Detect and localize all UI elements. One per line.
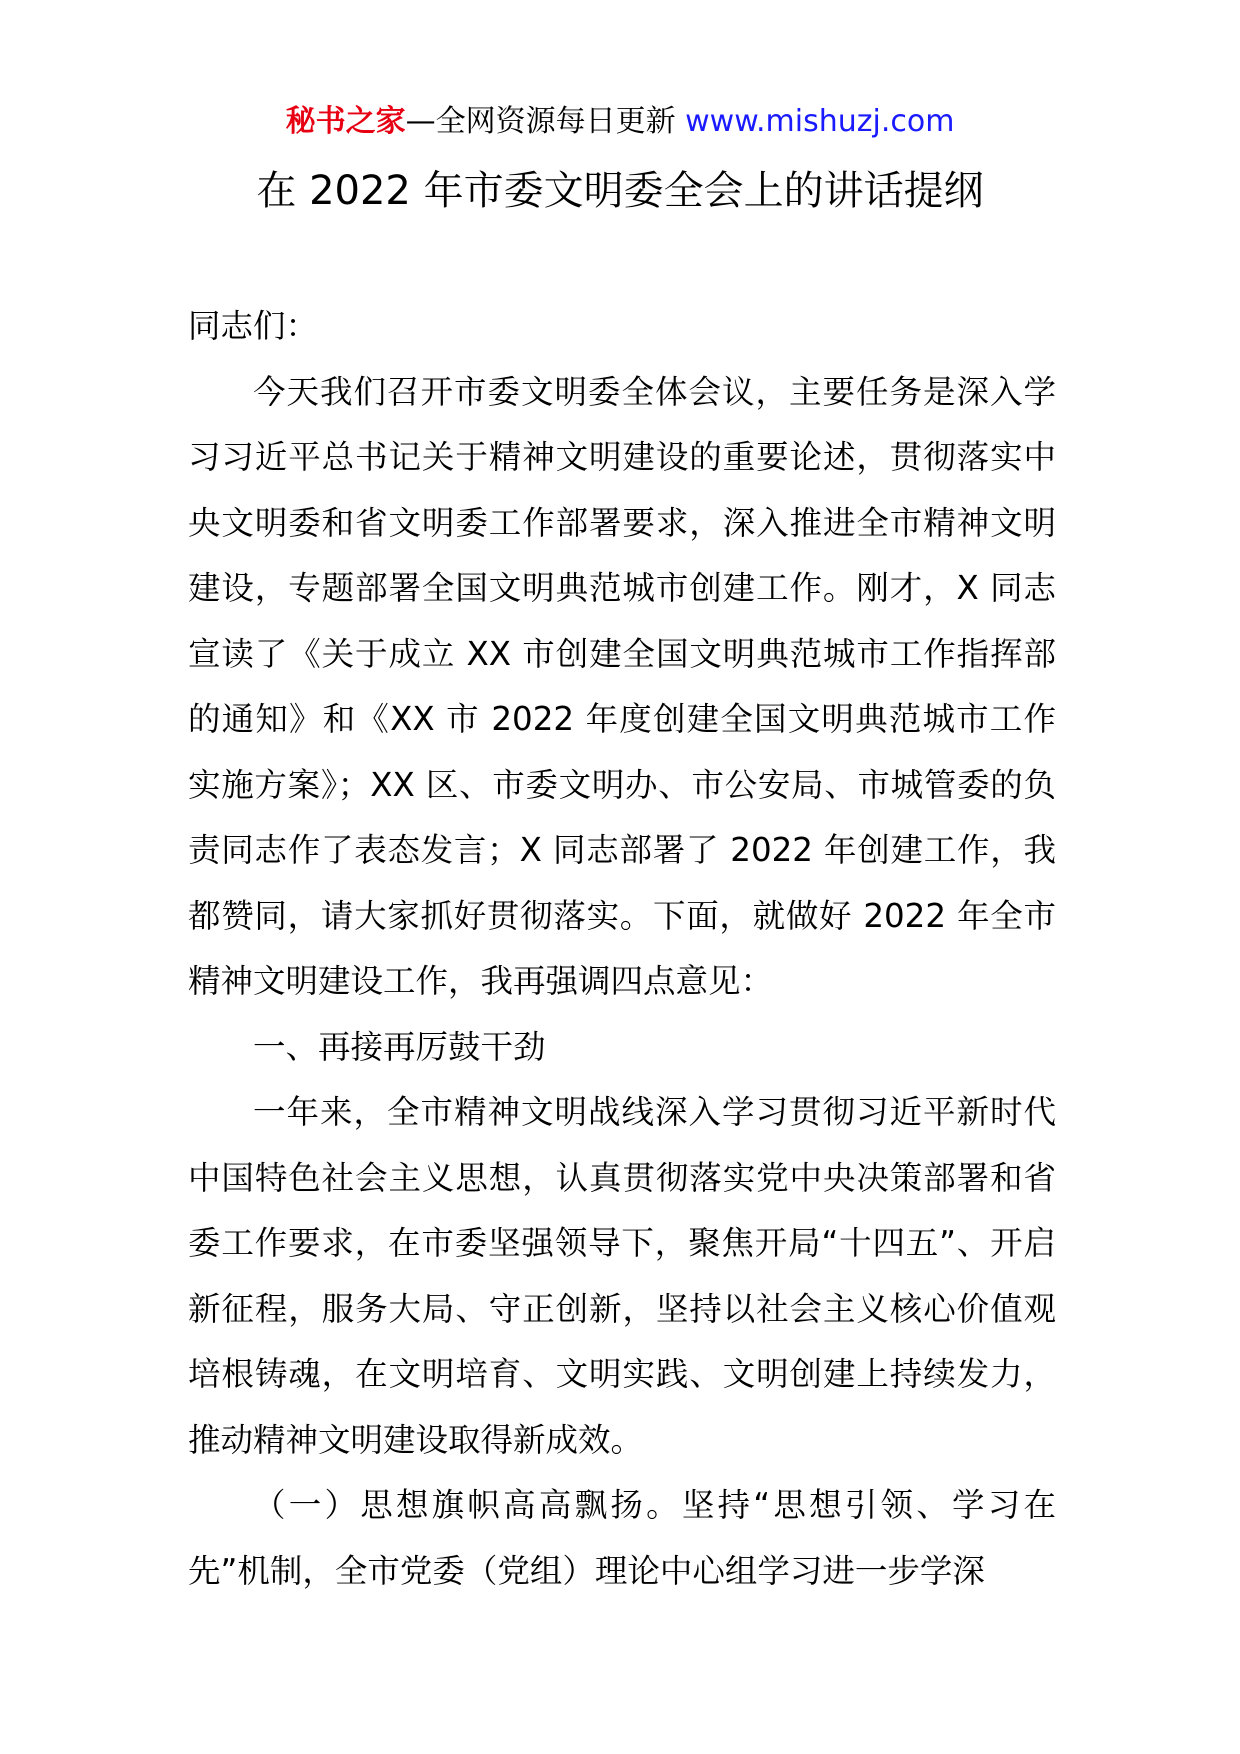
site-brand: 秘书之家 — [285, 104, 406, 139]
salutation: 同志们： — [188, 307, 319, 345]
section-heading-1: 一、再接再厉鼓干劲 — [253, 1027, 546, 1066]
paragraph-intro: 今天我们召开市委文明委全体会议，主要任务是深入学习习近平总书记关于精神文明建设的重要论述，贯彻落实中央文明委和省文明委工作部署要求，深入推进全市精神文明建设，专题部署全国文明典范城市创建工作。刚才，X 同志宣读了《关于成立 XX 市创建全国文明典范城市工作指挥部的通知》和《XX 市 2022 年度创建全国文明典范城市工作实施方案》；XX 区、市委文明办、市公安局、市城管委的负责同志作了表态发言；X 同志部署了 2022 年创建工作，我都赞同，请大家抓好贯彻落实。下面，就做好 2022 年全市精神文明建设工作，我再强调四点意见： — [188, 372, 1056, 1000]
document-title: 在 2022 年市委文明委全会上的讲话提纲 — [256, 168, 984, 214]
paragraph-review: 一年来，全市精神文明战线深入学习贯彻习近平新时代中国特色社会主义思想，认真贯彻落实党中央决策部署和省委工作要求，在市委坚强领导下，聚焦开局“十四五”、开启新征程，服务大局、守正创新，坚持以社会主义核心价值观培根铸魂，在文明培育、文明实践、文明创建上持续发力，推动精神文明建设取得新成效。 — [188, 1093, 1056, 1459]
site-banner — [0, 100, 1240, 144]
paragraph-subsection-1: （一）思想旗帜高高飘扬。坚持“思想引领、学习在先”机制，全市党委（党组）理论中心组学习进一步学深 — [188, 1486, 1056, 1590]
site-tagline: —全网资源每日更新 — [405, 104, 686, 139]
site-url-link[interactable]: www.mishuzj.com — [685, 104, 955, 139]
document-body — [188, 294, 1056, 1604]
